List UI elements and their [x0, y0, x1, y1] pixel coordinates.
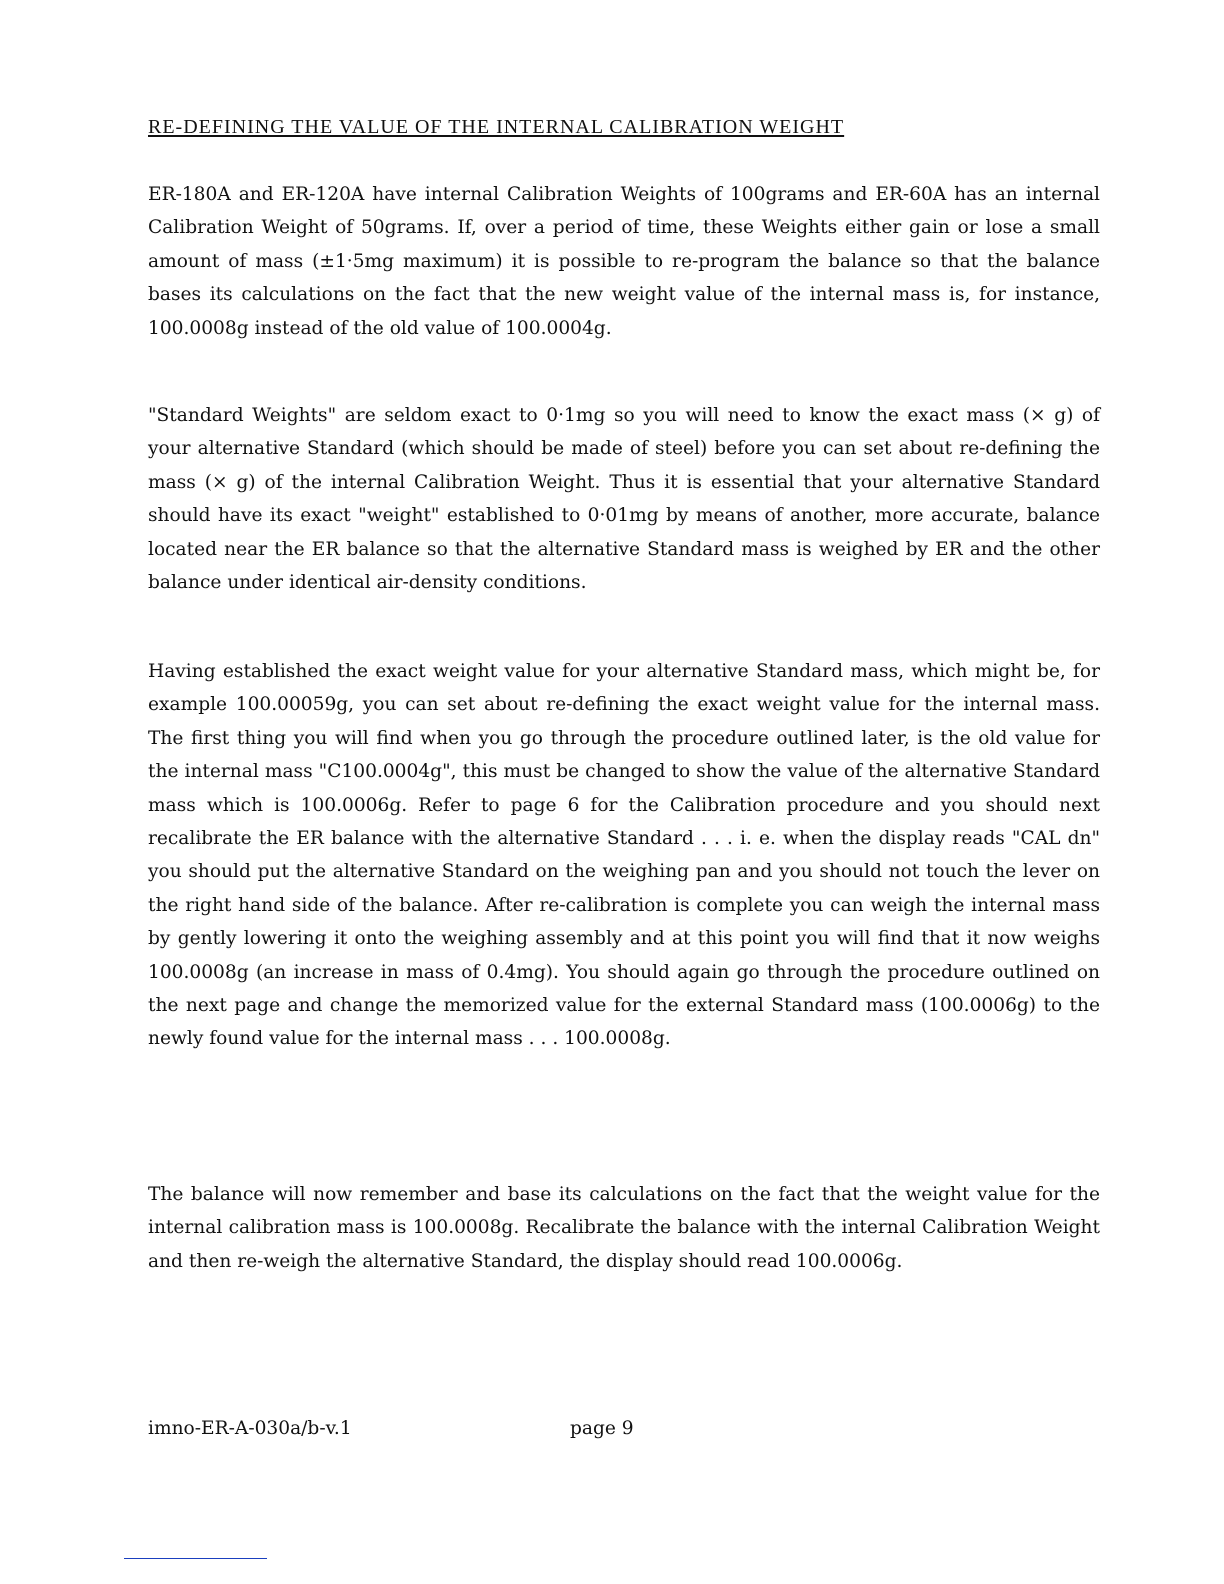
paragraph-redefining-procedure: Having established the exact weight value for your alternative Standard mass, which might be, for example 100.00059g, you can set about re-defining the exact weight value for the internal mass. The first thing you will find when you go through the procedure outlined later, is the old value for the internal mass "C100.0004g", this must be changed to show the value of the alternative Standard mass which is 100.0006g. Refer to page 6 for the Calibration procedure and you should next recalibrate the ER balance with the alternative Standard . . . i. e. when the display reads "CAL dn" you should put the alternative Standard on the weighing pan and you should not touch the lever on the right hand side of the balance. After re-calibration is complete you can weigh the internal mass by gently lowering it onto the weighing assembly and at this point you will find that it now weighs 100.0008g (an increase in mass of 0.4mg). You should again go through the procedure outlined on the next page and change the memorized value for the external Standard mass (100.0006g) to the newly found value for the internal mass . . . 100.0008g. [148, 661, 1100, 1050]
footer-document-id: imno-ER-A-030a/b-v.1 [148, 1418, 352, 1439]
footer-page-number: page 9 [570, 1418, 634, 1439]
paragraph-internal-weights: ER-180A and ER-120A have internal Calibration Weights of 100grams and ER-60A has an internal Calibration Weight of 50grams. If, over a period of time, these Weights either gain or lose a small amount of mass (±1·5mg maximum) it is possible to re-program the balance so that the balance bases its calculations on the fact that the new weight value of the internal mass is, for instance, 100.0008g instead of the old value of 100.0004g. [148, 184, 1100, 339]
paragraph-standard-weights: "Standard Weights" are seldom exact to 0·1mg so you will need to know the exact mass (× g) of your alternative Standard (which should be made of steel) before you can set about re-defining the mass (× g) of the internal Calibration Weight. Thus it is essential that your alternative Standard should have its exact "weight" established to 0·01mg by means of another, more accurate, balance located near the ER balance so that the alternative Standard mass is weighed by ER and the other balance under identical air-density conditions. [148, 405, 1100, 594]
bottom-divider [124, 1558, 267, 1559]
paragraph-recalibrate: The balance will now remember and base its calculations on the fact that the weight value for the internal calibration mass is 100.0008g. Recalibrate the balance with the internal Calibration Weight and then re-weigh the alternative Standard, the display should read 100.0006g. [148, 1184, 1100, 1272]
page-heading: RE-DEFINING THE VALUE OF THE INTERNAL CALIBRATION WEIGHT [148, 116, 845, 138]
